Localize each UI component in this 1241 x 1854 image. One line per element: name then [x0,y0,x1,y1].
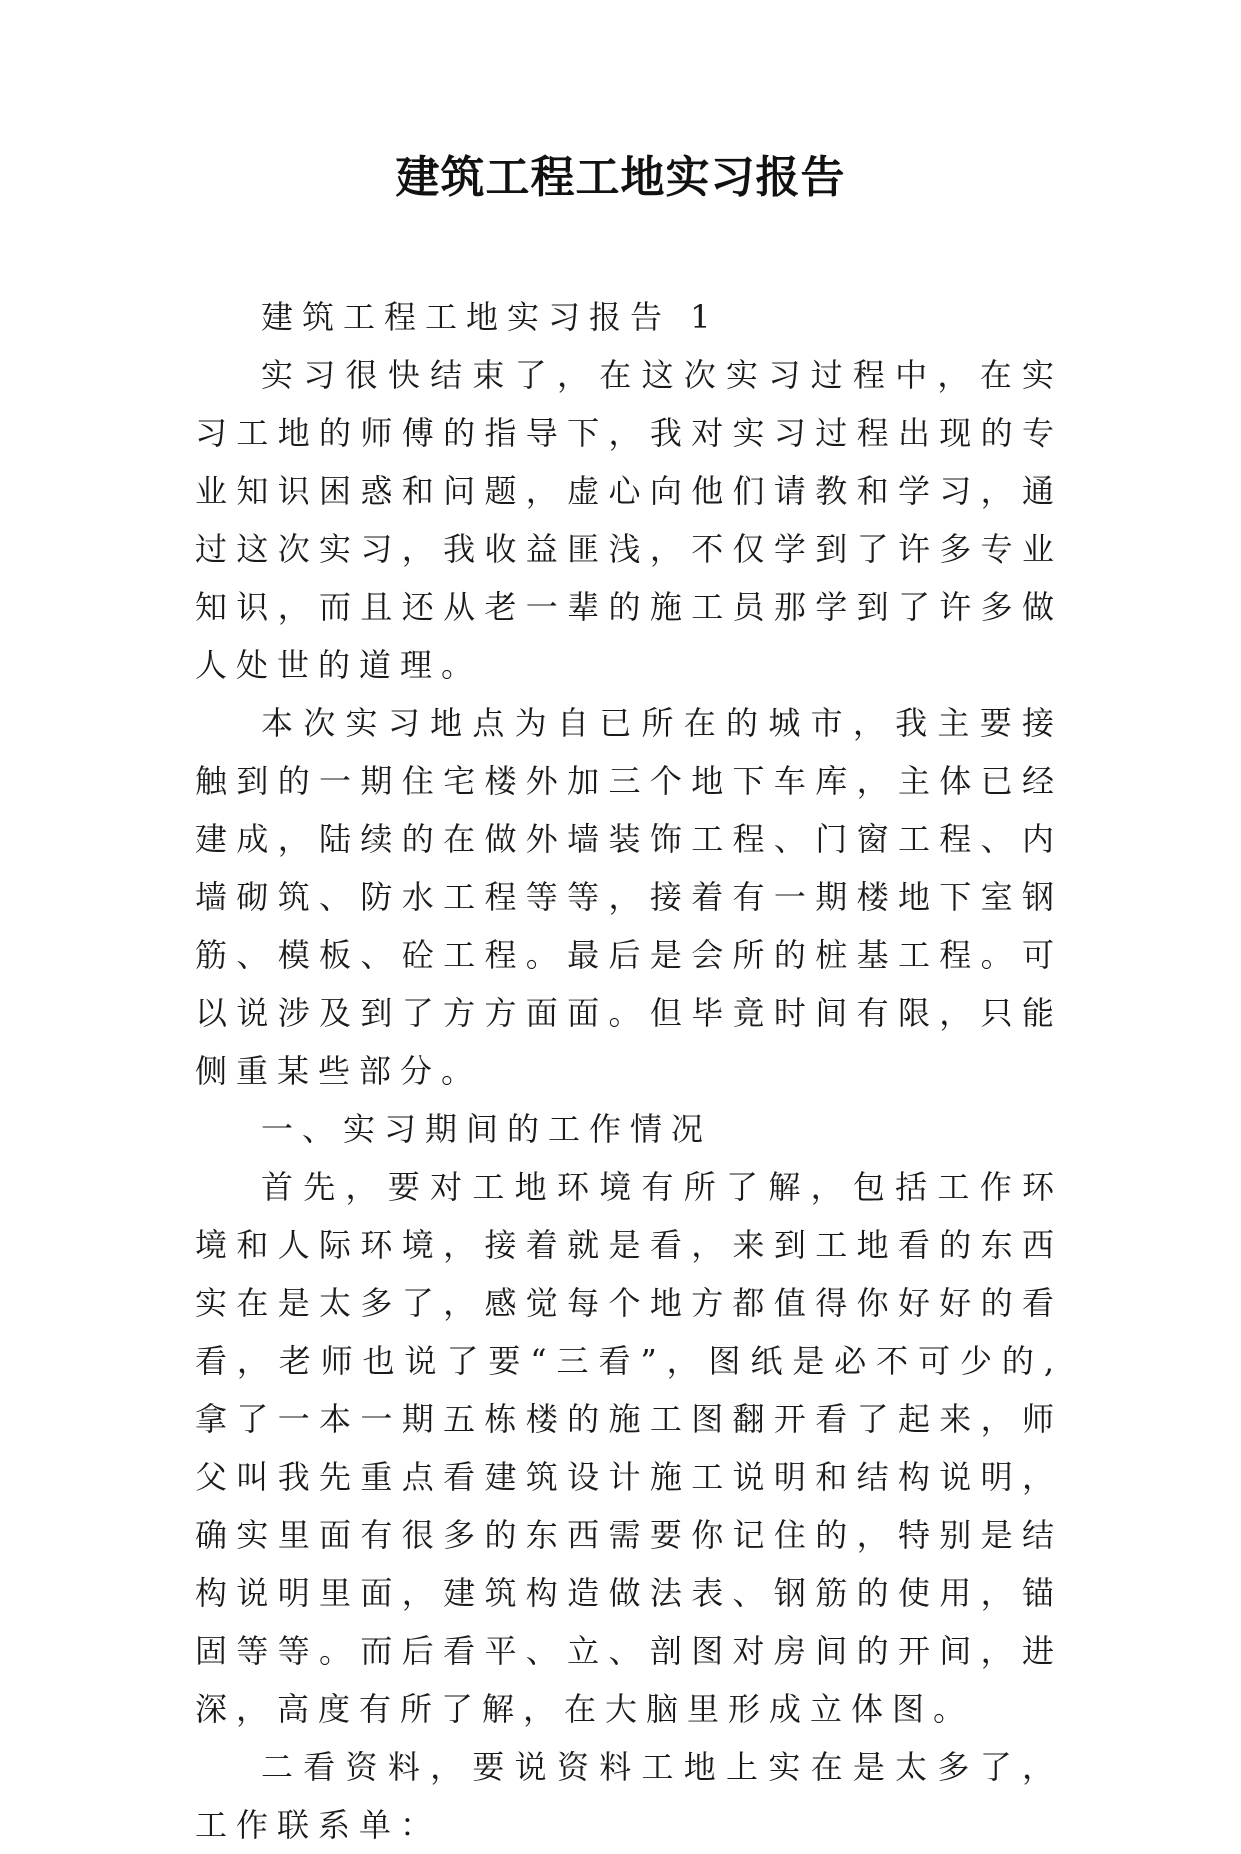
paragraph: 实习很快结束了，在这次实习过程中，在实习工地的师傅的指导下，我对实习过程出现的专业知识困惑和问题，虚心向他们请教和学习，通过这次实习，我收益匪浅，不仅学到了许多专业知识，而且还从老一辈的施工员那学到了许多做人处世的道理。 [195,356,1063,684]
document-title: 建筑工程工地实习报告 [395,152,846,203]
section-heading: 一、实习期间的工作情况 [261,1110,713,1148]
paragraph: 首先，要对工地环境有所了解，包括工作环境和人际环境，接着就是看，来到工地看的东西实在是太多了，感觉每个地方都值得你好好的看看，老师也说了要“三看”，图纸是必不可少的,拿了一本一期五栋楼的施工图翻开看了起来，师父叫我先重点看建筑设计施工说明和结构说明，确实里面有很多的东西需要你记住的，特别是结构说明里面，建筑构造做法表、钢筋的使用，锚固等等。而后看平、立、剖图对房间的开间，进深，高度有所了解，在大脑里形成立体图。 [195,1168,1063,1728]
section-heading: 建筑工程工地实习报告 1 [261,298,720,336]
paragraph: 二看资料，要说资料工地上实在是太多了，工作联系单： [195,1748,1063,1844]
paragraph: 本次实习地点为自已所在的城市，我主要接触到的一期住宅楼外加三个地下车库，主体已经建成，陆续的在做外墙装饰工程、门窗工程、内墙砌筑、防水工程等等，接着有一期楼地下室钢筋、模板、砼工程。最后是会所的桩基工程。可以说涉及到了方方面面。但毕竟时间有限，只能侧重某些部分。 [195,704,1063,1090]
document-body [195,288,1063,1854]
